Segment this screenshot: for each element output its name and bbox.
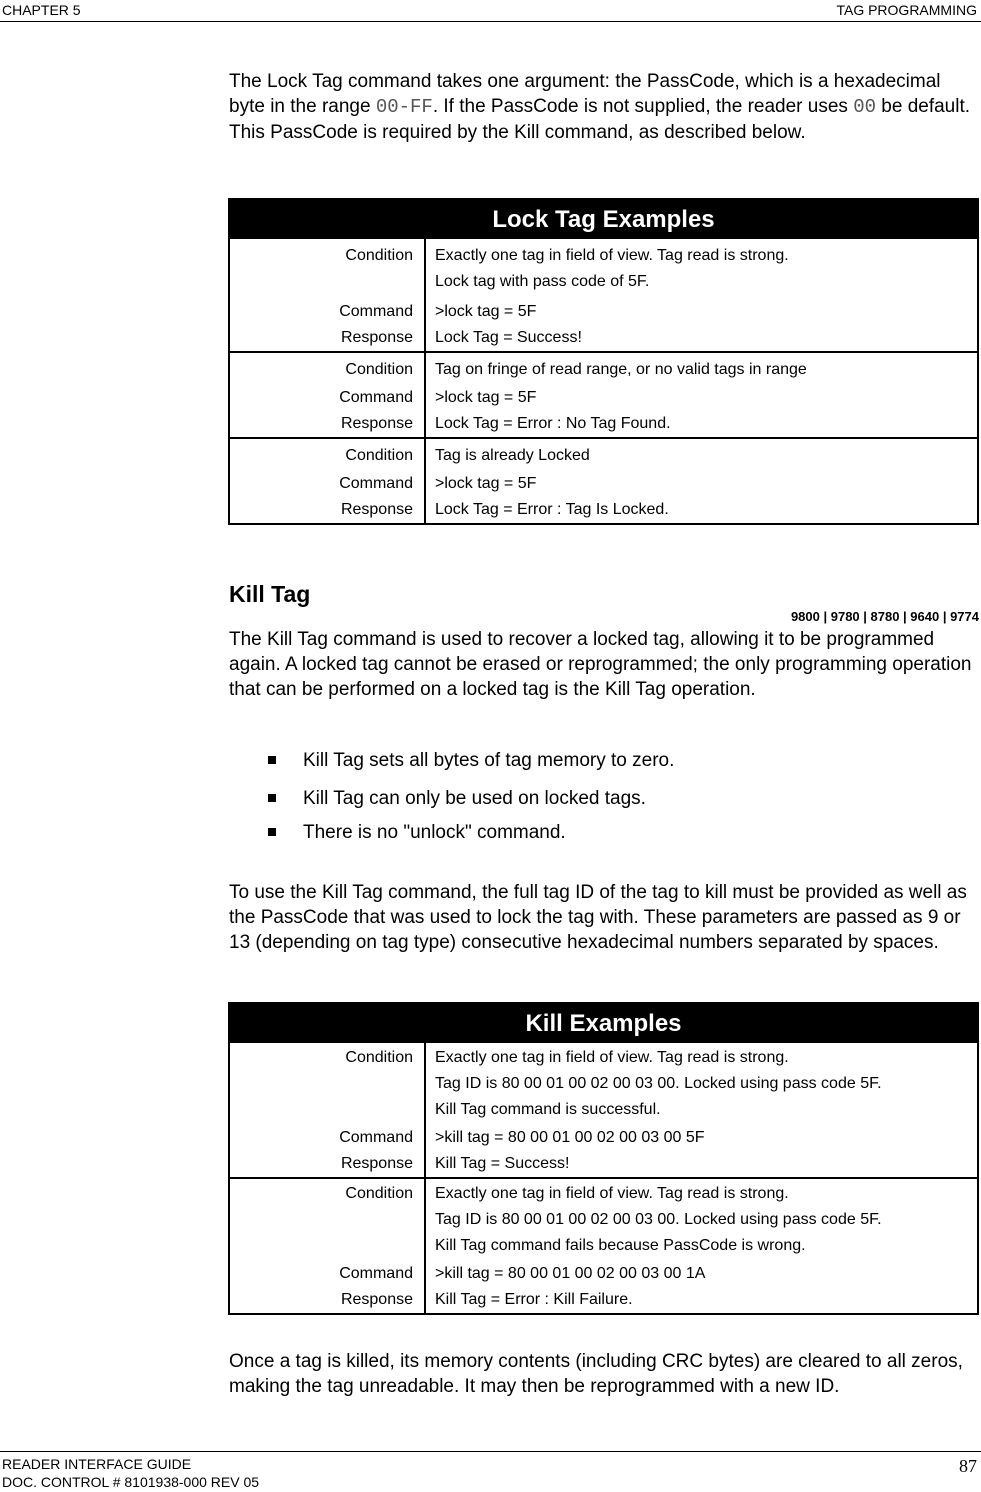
condition-label: Condition	[229, 239, 425, 295]
model-numbers: 9800 | 9780 | 8780 | 9640 | 9774	[790, 609, 979, 624]
condition-label: Condition	[229, 438, 425, 469]
kill-intro-paragraph: The Kill Tag command is used to recover a locked tag, allowing it to be programmed again. A locked tag cannot be erased or reprogrammed; the only programming operation that can be performed on a locked tag is the Kill Tag operation.	[229, 629, 972, 700]
section-label: TAG PROGRAMMING	[836, 2, 977, 18]
response-text: Kill Tag = Success!	[425, 1151, 978, 1178]
condition-text: Exactly one tag in field of view. Tag read is strong. Lock tag with pass code of 5F.	[435, 247, 789, 290]
condition-label: Condition	[229, 1043, 425, 1123]
intro-text-b: . If the PassCode is not supplied, the reader uses	[432, 96, 854, 117]
chapter-label: CHAPTER 5	[2, 2, 81, 18]
command-text: >lock tag = 5F	[435, 389, 537, 406]
kill-usage-paragraph: To use the Kill Tag command, the full tag ID of the tag to kill must be provided as well as the PassCode that was used to lock the tag with. These parameters are passed as 9 or 13 (depending on tag type) consecutive hexadecimal numbers separated by spaces.	[229, 882, 967, 953]
closing-paragraph: Once a tag is killed, its memory contents (including CRC bytes) are cleared to all zeros, making the tag unreadable. It may then be reprogrammed with a new ID.	[229, 1351, 963, 1397]
command-label: Command	[229, 469, 425, 497]
lock-intro-paragraph	[229, 69, 981, 145]
condition-label: Condition	[229, 352, 425, 383]
condition-text: Tag on fringe of read range, or no valid tags in range	[435, 361, 807, 378]
intro-text-a: The Lock Tag command takes one argument: the PassCode, which is a hexadecimal byte in the range	[229, 71, 941, 117]
kill-examples-table	[228, 1002, 979, 1315]
condition-text: Exactly one tag in field of view. Tag read is strong. Tag ID is 80 00 01 00 02 00 03 00. Locked using pass code 5F. Kill Tag command is successful.	[435, 1049, 882, 1118]
lock-table-title: Lock Tag Examples	[229, 199, 978, 239]
lock-tag-examples-table	[228, 198, 979, 525]
page-footer	[0, 1451, 981, 1492]
response-label: Response	[229, 325, 425, 352]
kill-tag-heading: Kill Tag	[229, 581, 311, 607]
command-label: Command	[229, 383, 425, 411]
default-passcode: 00	[853, 96, 877, 118]
command-text: >kill tag = 80 00 01 00 02 00 03 00 5F	[435, 1129, 705, 1146]
command-label: Command	[229, 1123, 425, 1151]
command-label: Command	[229, 1259, 425, 1287]
response-label: Response	[229, 1151, 425, 1178]
page-header	[0, 0, 981, 22]
response-text: Lock Tag = Error : Tag Is Locked.	[425, 497, 978, 524]
condition-text: Exactly one tag in field of view. Tag read is strong. Tag ID is 80 00 01 00 02 00 03 00. Locked using pass code 5F. Kill Tag command fails because PassCode is wrong.	[435, 1185, 882, 1254]
command-text: >lock tag = 5F	[435, 475, 537, 492]
response-label: Response	[229, 1287, 425, 1314]
command-text: >lock tag = 5F	[435, 303, 537, 320]
command-text: >kill tag = 80 00 01 00 02 00 03 00 1A	[435, 1265, 706, 1282]
intro-text-c: be default. This PassCode is required by the Kill command, as described below.	[229, 96, 971, 143]
response-text: Lock Tag = Success!	[425, 325, 978, 352]
doc-control: DOC. CONTROL # 8101938-000 REV 05	[2, 1474, 260, 1490]
response-label: Response	[229, 497, 425, 524]
guide-title: READER INTERFACE GUIDE	[2, 1456, 192, 1472]
kill-table-title: Kill Examples	[229, 1003, 978, 1043]
page-number: 87	[959, 1456, 977, 1476]
command-label: Command	[229, 295, 425, 325]
condition-label: Condition	[229, 1178, 425, 1259]
response-label: Response	[229, 411, 425, 438]
condition-text: Tag is already Locked	[435, 447, 590, 464]
response-text: Lock Tag = Error : No Tag Found.	[425, 411, 978, 438]
response-text: Kill Tag = Error : Kill Failure.	[425, 1287, 978, 1314]
passcode-range: 00-FF	[375, 96, 433, 118]
